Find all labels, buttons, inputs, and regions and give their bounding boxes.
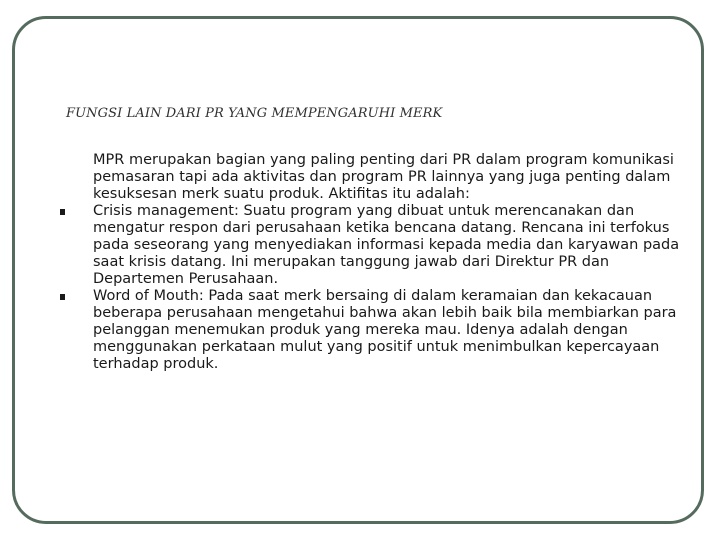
square-bullet-icon <box>60 294 65 300</box>
bullet-item-crisis-management <box>93 203 693 288</box>
slide-title: FUNGSI LAIN DARI PR YANG MEMPENGARUHI MERK <box>66 106 443 121</box>
bullet-text: Crisis management: Suatu program yang dibuat untuk merencanakan dan mengatur respon dari perusahaan ketika bencana datang. Rencana ini terfokus pada seseorang yang menyediakan informasi kepada media dan karyawan pada saat krisis datang. Ini merupakan tanggung jawab dari Direktur PR dan Departemen Perusahaan. <box>93 203 680 287</box>
slide-body <box>93 152 693 373</box>
bullet-item-word-of-mouth <box>93 288 693 373</box>
intro-paragraph: MPR merupakan bagian yang paling penting dari PR dalam program komunikasi pemasaran tapi ada aktivitas dan program PR lainnya yang juga penting dalam kesuksesan merk suatu produk. Aktifitas itu adalah: <box>93 152 674 202</box>
square-bullet-icon <box>60 209 65 215</box>
bullet-text: Word of Mouth: Pada saat merk bersaing di dalam keramaian dan kekacauan beberapa perusahaan mengetahui bahwa akan lebih baik bila membiarkan para pelanggan menemukan produk yang mereka mau. Idenya adalah dengan menggunakan perkataan mulut yang positif untuk menimbulkan kepercayaan terhadap produk. <box>93 288 677 372</box>
